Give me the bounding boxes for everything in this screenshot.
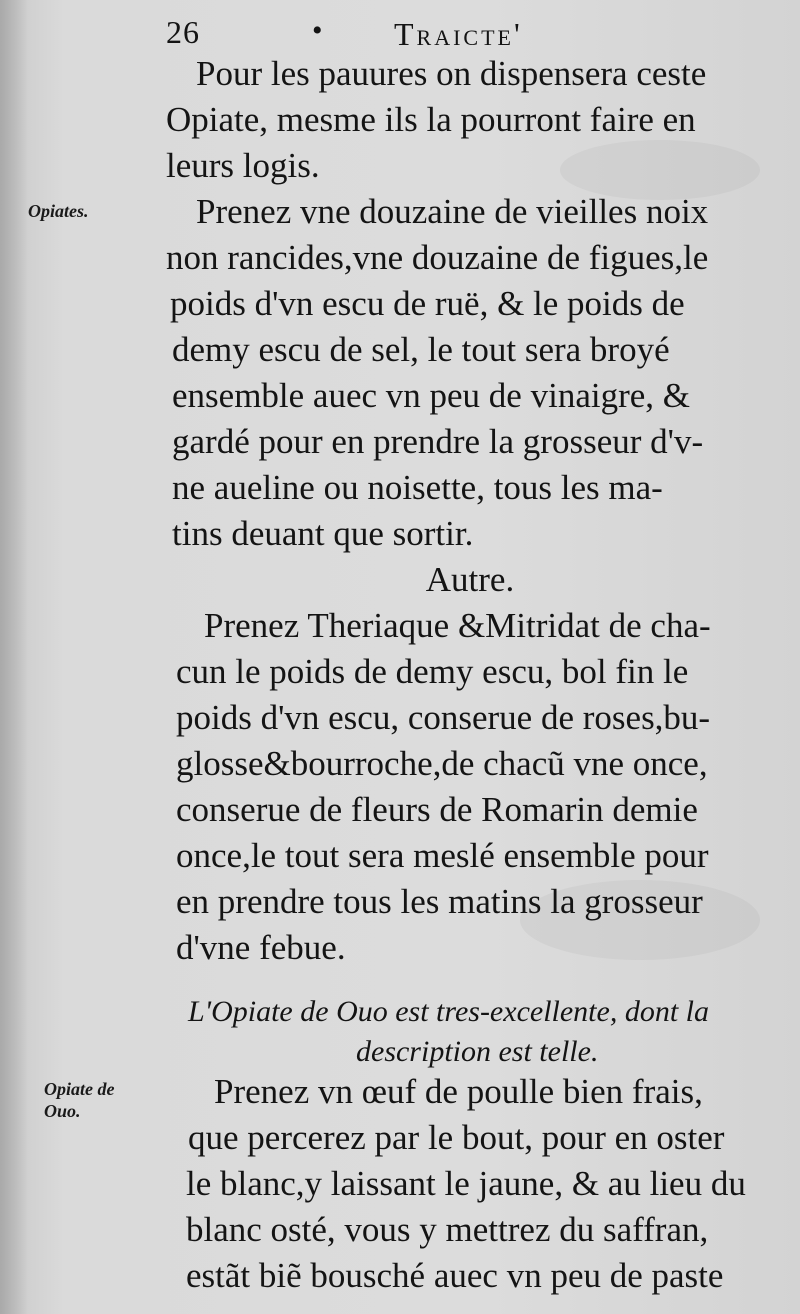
text-line: Prenez vne douzaine de vieilles noix	[196, 192, 709, 231]
text-line: d'vne febue.	[176, 928, 346, 967]
text-line: demy escu de sel, le tout sera broyé	[172, 330, 670, 369]
text-line: Prenez Theriaque &Mitridat de cha-	[204, 606, 711, 645]
text-line: Opiate, mesme ils la pourront faire en	[166, 100, 696, 139]
section-heading-autre: Autre.	[425, 560, 515, 599]
text-line: estãt biẽ bousché auec vn peu de paste	[186, 1256, 724, 1295]
margin-note-opiates: Opiates.	[28, 201, 89, 221]
text-line: glosse&bourroche,de chacũ vne once,	[176, 744, 708, 783]
text-line: en prendre tous les matins la grosseur	[176, 882, 703, 921]
text-line: le blanc,y laissant le jaune, & au lieu du	[186, 1164, 746, 1203]
text-line: once,le tout sera meslé ensemble pour	[176, 836, 709, 875]
running-title: Traicte'	[394, 16, 523, 52]
header-ornament: •	[312, 14, 323, 47]
margin-note-line: Opiate de	[44, 1079, 115, 1099]
text-line: gardé pour en prendre la grosseur d'v-	[172, 422, 704, 461]
text-line: Prenez vn œuf de poulle bien frais,	[214, 1072, 703, 1111]
page-number: 26	[166, 14, 200, 50]
text-line: Pour les pauures on dispensera ceste	[196, 54, 707, 93]
text-line: conserue de fleurs de Romarin demie	[176, 790, 698, 829]
text-line: poids d'vn escu de ruë, & le poids de	[170, 284, 685, 323]
section-heading-ouo: L'Opiate de Ouo est tres-excellente, dont la	[188, 995, 710, 1028]
text-line: cun le poids de demy escu, bol fin le	[176, 652, 689, 691]
text-line: poids d'vn escu, conserue de roses,bu-	[176, 698, 711, 737]
margin-note-line: Ouo.	[44, 1101, 81, 1121]
section-heading-ouo: description est telle.	[356, 1035, 599, 1068]
text-line: blanc osté, vous y mettrez du saffran,	[186, 1210, 709, 1249]
gutter-shadow	[0, 0, 28, 1314]
text-line: leurs logis.	[166, 146, 320, 185]
margin-note-opiate-de-ouo	[44, 1078, 164, 1122]
text-line: ne aueline ou noisette, tous les ma-	[172, 468, 663, 507]
text-line: ensemble auec vn peu de vinaigre, &	[172, 376, 690, 415]
text-line: tins deuant que sortir.	[172, 514, 474, 553]
text-line: que percerez par le bout, pour en oster	[188, 1118, 725, 1157]
text-line: non rancides,vne douzaine de figues,le	[166, 238, 709, 277]
page-header	[0, 8, 800, 52]
